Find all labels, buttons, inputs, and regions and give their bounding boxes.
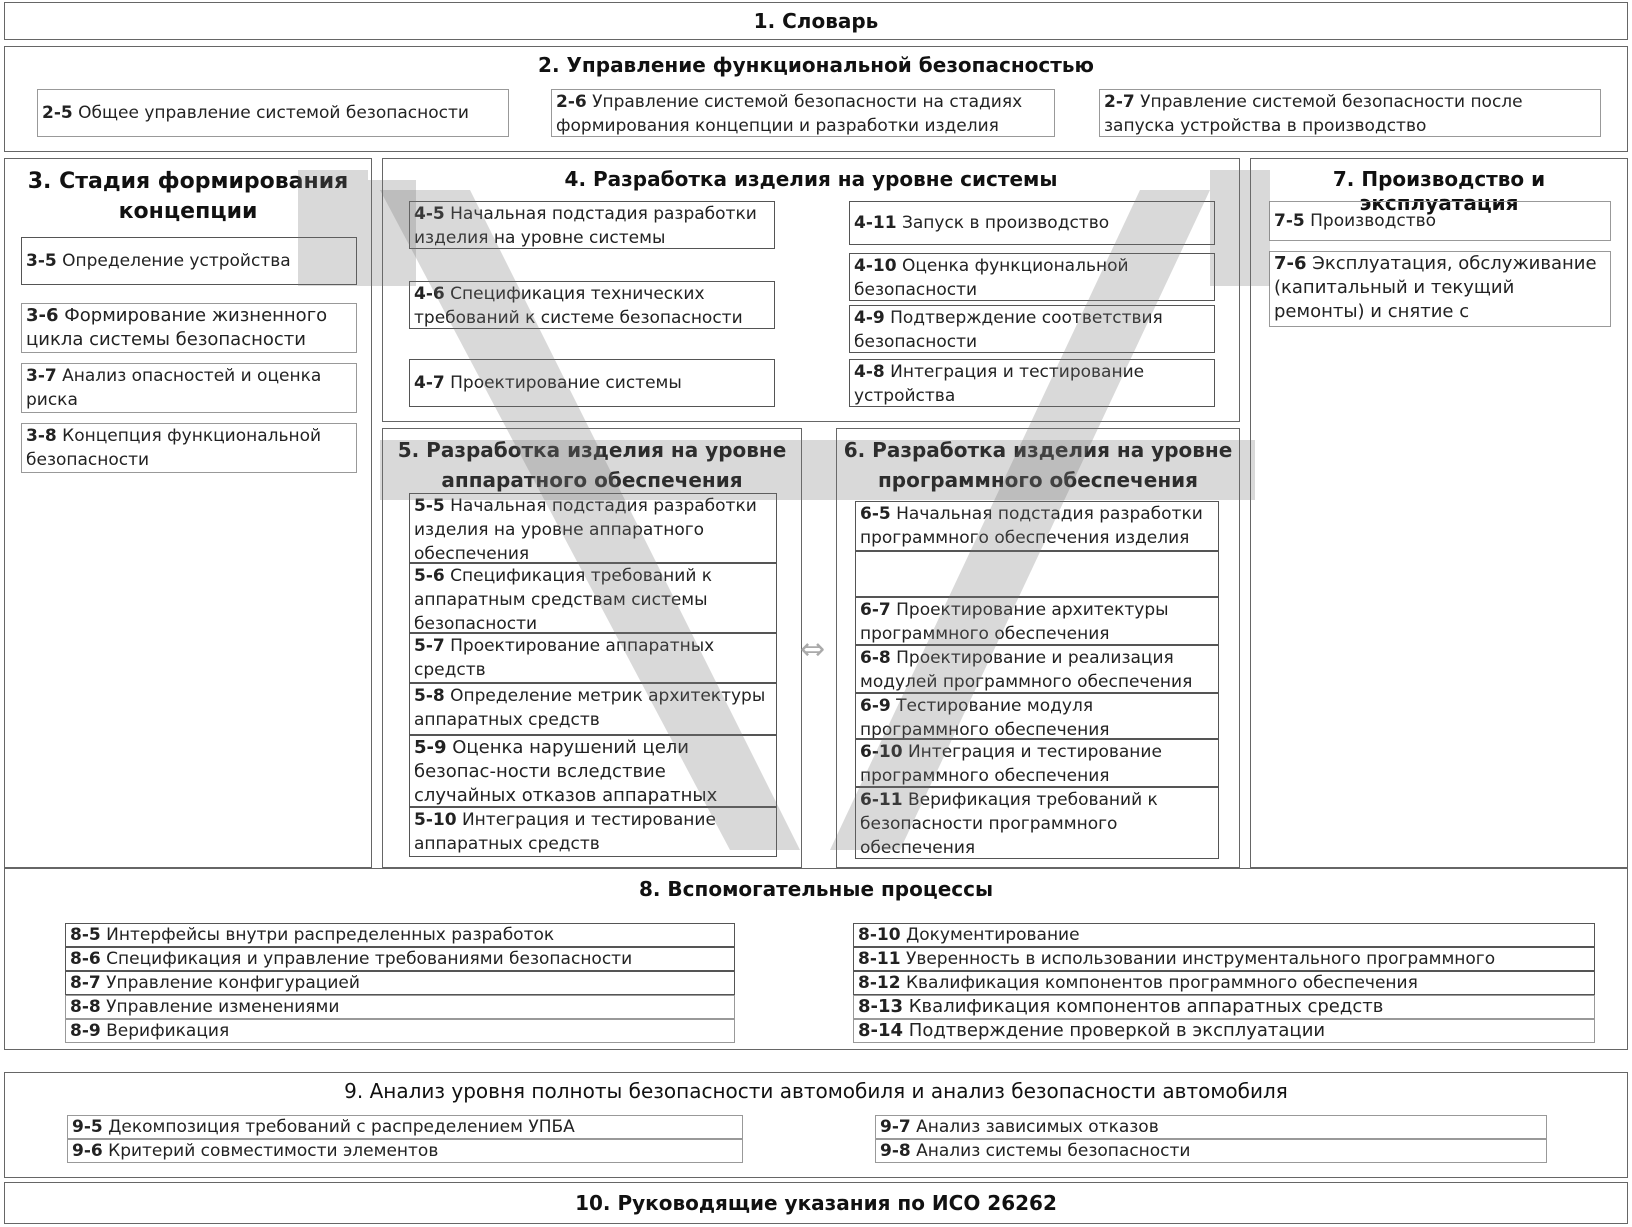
item-8-7[interactable] (65, 971, 735, 995)
item-text: Концепция функциональной безопасности (26, 426, 322, 470)
item-text: Эксплуатация, обслуживание (капитальный и текущий ремонты) и снятие с (1274, 253, 1597, 322)
item-code: 5-9 (414, 737, 447, 758)
item-text: Начальная подстадия разработки изделия на уровне аппаратного обеспечения (414, 496, 757, 563)
item-text: Подтверждение соответствия безопасности (854, 308, 1163, 352)
item-code: 2-7 (1104, 92, 1135, 112)
item-code: 4-7 (414, 373, 445, 393)
item-text: Проектирование и реализация модулей программного обеспечения (860, 648, 1193, 692)
item-code: 9-7 (880, 1117, 911, 1137)
item-text: Интеграция и тестирование устройства (854, 362, 1145, 406)
section-asil-analysis (4, 1072, 1628, 1178)
item-code: 8-7 (70, 973, 101, 993)
item-code: 4-9 (854, 308, 885, 328)
item-code: 5-5 (414, 496, 445, 516)
item-text: Управление системой безопасности после запуска устройства в производство (1104, 92, 1523, 136)
item-7-5[interactable] (1269, 201, 1611, 241)
item-5-7[interactable] (409, 633, 777, 683)
item-2-5[interactable] (37, 89, 509, 137)
item-text: Спецификация и управление требованиями безопасности (106, 949, 633, 969)
item-6-5[interactable] (855, 501, 1219, 551)
item-code: 6-9 (860, 696, 891, 716)
item-code: 8-6 (70, 949, 101, 969)
item-6-8[interactable] (855, 645, 1219, 693)
item-text: Анализ опасностей и оценка риска (26, 366, 322, 410)
section-9-title: 9. Анализ уровня полноты безопасности автомобиля и анализ безопасности автомобиля (344, 1079, 1288, 1103)
item-4-5[interactable] (409, 201, 775, 249)
item-text: Начальная подстадия разработки изделия на уровне системы (414, 204, 757, 248)
item-2-6[interactable] (551, 89, 1055, 137)
item-code: 3-5 (26, 251, 57, 271)
section-management (4, 46, 1628, 152)
item-8-9[interactable] (65, 1019, 735, 1043)
section-1-title: 1. Словарь (753, 9, 879, 33)
item-code: 8-9 (70, 1021, 101, 1041)
item-text: Формирование жизненного цикла системы безопасности (26, 305, 328, 350)
section-5-title: 5. Разработка изделия на уровне аппаратного обеспечения (397, 438, 787, 492)
item-text: Верификация требований к безопасности программного обеспечения (860, 790, 1158, 858)
section-production (1250, 158, 1628, 868)
item-8-14[interactable] (853, 1019, 1595, 1043)
item-code: 4-6 (414, 284, 445, 304)
item-code: 6-7 (860, 600, 891, 620)
section-8-title: 8. Вспомогательные процессы (638, 877, 994, 901)
item-9-6[interactable] (67, 1139, 743, 1163)
item-text: Интерфейсы внутри распределенных разработок (106, 925, 555, 945)
item-code: 7-6 (1274, 253, 1307, 274)
item-7-6[interactable] (1269, 251, 1611, 327)
item-code: 8-14 (858, 1020, 904, 1041)
section-system-level (382, 158, 1240, 422)
item-text: Оценка функциональной безопасности (854, 256, 1129, 300)
item-code: 2-5 (42, 103, 73, 123)
section-3-title: 3. Стадия формирования концепции (27, 169, 349, 224)
item-5-6[interactable] (409, 563, 777, 633)
section-supporting (4, 868, 1628, 1050)
item-text: Управление изменениями (106, 997, 340, 1017)
item-code: 8-5 (70, 925, 101, 945)
item-2-7[interactable] (1099, 89, 1601, 137)
item-5-5[interactable] (409, 493, 777, 563)
item-code: 3-7 (26, 366, 57, 386)
item-text: Производство (1310, 211, 1437, 231)
item-text: Управление системой безопасности на стадиях формирования концепции и разработки изделия (556, 92, 1023, 136)
item-8-8[interactable] (65, 995, 735, 1019)
item-text: Определение устройства (62, 251, 291, 271)
item-text: Анализ системы безопасности (916, 1141, 1191, 1161)
item-text: Интеграция и тестирование программного обеспечения (860, 742, 1162, 786)
item-code: 3-8 (26, 426, 57, 446)
item-code: 2-6 (556, 92, 587, 112)
item-code: 5-6 (414, 566, 445, 586)
item-text: Определение метрик архитектуры аппаратных средств (414, 686, 766, 730)
item-8-13[interactable] (853, 995, 1595, 1019)
item-8-11[interactable] (853, 947, 1595, 971)
item-9-8[interactable] (875, 1139, 1547, 1163)
item-text: Спецификация требований к аппаратным средствам системы безопасности (414, 566, 713, 633)
item-code: 8-10 (858, 925, 901, 945)
item-8-6[interactable] (65, 947, 735, 971)
item-code: 8-12 (858, 973, 901, 993)
item-text: Начальная подстадия разработки программного обеспечения изделия (860, 504, 1203, 548)
item-6-9[interactable] (855, 693, 1219, 739)
item-code: 6-10 (860, 742, 903, 762)
section-software-level (836, 428, 1240, 868)
item-text: Запуск в производство (901, 213, 1110, 233)
item-4-7[interactable] (409, 359, 775, 407)
item-3-8[interactable] (21, 423, 357, 473)
item-text: Проектирование аппаратных средств (414, 636, 715, 680)
item-code: 4-11 (854, 213, 897, 233)
item-code: 9-5 (72, 1117, 103, 1137)
item-code: 3-6 (26, 305, 59, 326)
section-vocabulary (4, 2, 1628, 40)
item-5-8[interactable] (409, 683, 777, 735)
item-6-empty (855, 551, 1219, 597)
item-code: 9-8 (880, 1141, 911, 1161)
item-5-9[interactable] (409, 735, 777, 807)
item-text: Интеграция и тестирование аппаратных средств (414, 810, 716, 854)
item-text: Управление конфигурацией (106, 973, 360, 993)
item-code: 4-10 (854, 256, 897, 276)
section-2-title: 2. Управление функциональной безопасностью (538, 53, 1094, 77)
item-text: Верификация (106, 1021, 230, 1041)
item-text: Квалификация компонентов аппаратных средств (908, 996, 1384, 1017)
item-5-10[interactable] (409, 807, 777, 857)
item-3-5[interactable] (21, 237, 357, 285)
section-4-title: 4. Разработка изделия на уровне системы (564, 167, 1058, 191)
item-8-10[interactable] (853, 923, 1595, 947)
item-3-6[interactable] (21, 303, 357, 353)
item-code: 8-8 (70, 997, 101, 1017)
item-code: 4-8 (854, 362, 885, 382)
section-guidelines (4, 1182, 1628, 1224)
item-4-10[interactable] (849, 253, 1215, 301)
item-text: Спецификация технических требований к системе безопасности (414, 284, 743, 328)
item-4-8[interactable] (849, 359, 1215, 407)
item-text: Оценка нарушений цели безопас-ности вследствие случайных отказов аппаратных (414, 737, 718, 806)
item-4-6[interactable] (409, 281, 775, 329)
section-6-title: 6. Разработка изделия на уровне программного обеспечения (843, 438, 1233, 492)
item-code: 7-5 (1274, 211, 1305, 231)
item-code: 6-8 (860, 648, 891, 668)
double-arrow-icon: ⇔ (800, 632, 826, 667)
item-text: Проектирование системы (450, 373, 682, 393)
item-8-12[interactable] (853, 971, 1595, 995)
item-text: Анализ зависимых отказов (916, 1117, 1159, 1137)
item-code: 5-8 (414, 686, 445, 706)
item-text: Общее управление системой безопасности (78, 103, 469, 123)
item-text: Уверенность в использовании инструментального программного (905, 949, 1496, 969)
item-text: Документирование (905, 925, 1080, 945)
item-code: 9-6 (72, 1141, 103, 1161)
item-4-9[interactable] (849, 305, 1215, 353)
item-8-5[interactable] (65, 923, 735, 947)
section-concept (4, 158, 372, 868)
item-9-7[interactable] (875, 1115, 1547, 1139)
item-code: 6-5 (860, 504, 891, 524)
section-10-title: 10. Руководящие указания по ИСО 26262 (575, 1191, 1057, 1215)
item-6-10[interactable] (855, 739, 1219, 787)
item-text: Подтверждение проверкой в эксплуатации (908, 1020, 1326, 1041)
item-text: Критерий совместимости элементов (108, 1141, 439, 1161)
section-hardware-level (382, 428, 802, 868)
item-code: 8-13 (858, 996, 904, 1017)
section-7-title: 7. Производство и эксплуатация (1332, 167, 1546, 215)
item-3-7[interactable] (21, 363, 357, 413)
item-code: 6-11 (860, 790, 903, 810)
item-code: 8-11 (858, 949, 901, 969)
item-code: 4-5 (414, 204, 445, 224)
item-text: Тестирование модуля программного обеспечения (860, 696, 1110, 739)
item-code: 5-10 (414, 810, 457, 830)
item-9-5[interactable] (67, 1115, 743, 1139)
item-4-11[interactable] (849, 201, 1215, 245)
item-6-7[interactable] (855, 597, 1219, 645)
item-text: Декомпозиция требований с распределением УПБА (108, 1117, 575, 1137)
item-code: 5-7 (414, 636, 445, 656)
item-text: Проектирование архитектуры программного обеспечения (860, 600, 1169, 644)
item-text: Квалификация компонентов программного обеспечения (905, 973, 1418, 993)
item-6-11[interactable] (855, 787, 1219, 859)
